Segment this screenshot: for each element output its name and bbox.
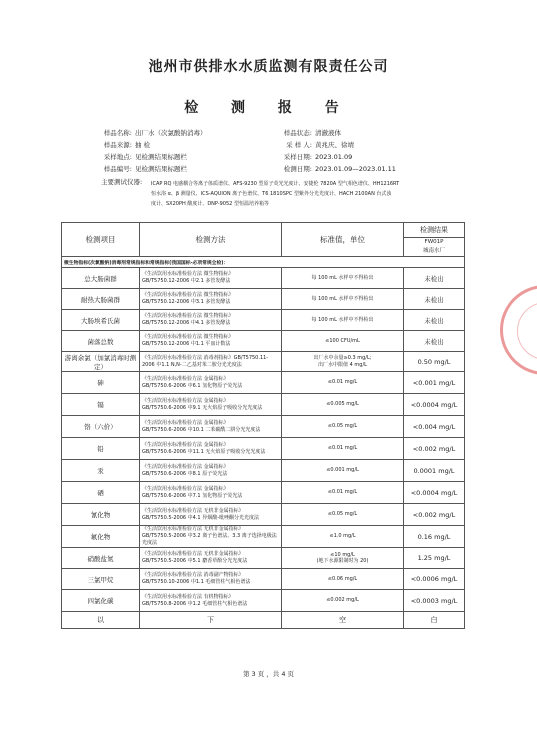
result-cell: 1.25 mg/L: [404, 548, 465, 569]
test-date-field: [272, 166, 396, 173]
method-cell: [140, 352, 282, 372]
standard-line: 每 100 mL 水样中不得检出: [311, 274, 374, 281]
standard-line: ≤0.01 mg/L: [327, 445, 358, 452]
method-line: 光度法: [142, 539, 158, 546]
method-cell: [140, 569, 282, 590]
result-cell: <0.001 mg/L: [404, 372, 465, 394]
sampling-date-field: [272, 154, 352, 161]
standard-line: ≤0.05 mg/L: [327, 511, 358, 518]
method-line: GB/T5750.6-2006 中7.1 氢化物原子荧光法: [142, 492, 243, 499]
standard-line: ≤0.06 mg/L: [327, 575, 358, 582]
standard-line: ≤0.01 mg/L: [327, 489, 358, 496]
method-cell: [140, 268, 282, 289]
result-cell: 未检出: [404, 310, 465, 331]
footer-cell: 空: [282, 612, 404, 629]
table-row: [62, 352, 465, 372]
result-cell: <0.0003 mg/L: [404, 590, 465, 612]
item-cell: 氟化物: [62, 526, 140, 548]
method-cell: [140, 548, 282, 569]
method-cell: [140, 460, 282, 482]
method-cell: [140, 289, 282, 310]
item-cell: 硝酸盐氮: [62, 548, 140, 569]
rows-body: [62, 268, 465, 612]
standard-line: ≤0.05 mg/L: [327, 423, 358, 430]
field-label: 采样地点:: [103, 153, 132, 161]
table-row: [62, 268, 465, 289]
table-row: [62, 590, 465, 612]
method-cell: [140, 331, 282, 352]
result-cell: <0.0006 mg/L: [404, 569, 465, 590]
sample-state-field: [272, 130, 341, 137]
standard-line: ≤0.005 mg/L: [326, 401, 359, 408]
result-cell: 0.0001 mg/L: [404, 460, 465, 482]
table-row: [62, 438, 465, 460]
standard-cell: [282, 289, 404, 310]
method-line: 《生活饮用水标准检验方法 消毒副产物指标》: [142, 572, 244, 579]
standard-cell: [282, 310, 404, 331]
page-number: 第 3 页 ，共 4 页: [242, 670, 295, 678]
company-name: 池州市供排水水质监测有限责任公司: [148, 59, 389, 75]
field-label: 样品名称:: [103, 129, 132, 137]
method-line: GB/T5750.6-2006 中8.1 原子荧光法: [142, 470, 228, 477]
footer-cell: 以: [62, 612, 140, 629]
method-line: 《生活饮用水标准检验方法 微生物指标》: [142, 313, 234, 320]
instruments-label: 主要测试仪器:: [101, 178, 143, 186]
method-line: 《生活饮用水标准检验方法 无机非金属指标》: [142, 526, 244, 533]
item-cell: 铅: [62, 438, 140, 460]
method-line: 《生活饮用水标准检验方法 微生物指标》: [142, 334, 234, 341]
result-cell: <0.0004 mg/L: [404, 394, 465, 416]
method-line: GB/T5750.10-2006 中1.1 毛细管柱气相色谱法: [142, 579, 251, 585]
standard-cell: [282, 394, 404, 416]
result-cell: <0.0004 mg/L: [404, 482, 465, 504]
method-line: 《生活饮用水标准检验方法 金属指标》: [142, 441, 229, 448]
sample-source-field: [92, 142, 150, 149]
footer-cell: 白: [404, 612, 465, 629]
item-cell: 氰化物: [62, 504, 140, 526]
item-cell: 镉: [62, 394, 140, 416]
standard-cell: [282, 331, 404, 352]
method-cell: [140, 416, 282, 438]
sample-number-field: [92, 166, 187, 173]
field-value: 2023.01.09: [315, 153, 353, 161]
method-cell: [140, 526, 282, 548]
standard-cell: [282, 504, 404, 526]
method-cell: [140, 372, 282, 394]
header-method: 检测方法: [140, 223, 282, 257]
official-seal: [500, 285, 537, 375]
header-result-label: 检测结果: [404, 223, 464, 238]
result-cell: 未检出: [404, 268, 465, 289]
method-line: GB/T5750.6-2006 中10.1 二苯碳酰二肼分光光度法: [142, 426, 261, 433]
table-row: [62, 504, 465, 526]
result-cell: 未检出: [404, 289, 465, 310]
method-line: GB/T5750.12-2006 中3.1 多管发酵法: [142, 299, 231, 305]
table-row: [62, 460, 465, 482]
item-cell: 砷: [62, 372, 140, 394]
result-cell: <0.004 mg/L: [404, 416, 465, 438]
standard-line: ≤0.002 mg/L: [326, 597, 359, 604]
standard-cell: [282, 482, 404, 504]
standard-cell: [282, 590, 404, 612]
item-cell: 铬（六价）: [62, 416, 140, 438]
method-cell: [140, 590, 282, 612]
field-value: 黄兆庆、徐靖: [315, 141, 354, 149]
method-line: 《生活饮用水标准检验方法 金属指标》: [142, 463, 229, 470]
table-row: [62, 310, 465, 331]
standard-line: 出厂水中余量≥0.3 mg/L;: [313, 355, 372, 361]
item-cell: 硒: [62, 482, 140, 504]
method-line: 《生活饮用水标准检验方法 金属指标》: [142, 397, 229, 404]
field-label: 检测日期:: [283, 165, 312, 173]
item-cell: 总大肠菌群: [62, 268, 140, 289]
field-value: 见检测结果标题栏: [135, 153, 187, 161]
method-line: GB/T5750.5-2006 中4.1 异烟酸-吡唑酮分光光度法: [142, 514, 260, 521]
header-location: 城南水厂: [422, 248, 445, 254]
instruments-line-3: 度计、SX20PH 酸度计、DNP-9052 型恒温培养箱等: [151, 201, 269, 207]
field-value: 见检测结果标题栏: [135, 165, 187, 173]
standard-cell: [282, 460, 404, 482]
results-table: [61, 222, 465, 629]
item-cell: 游离余氯（加氯消毒时测定）: [62, 352, 140, 372]
method-line: GB/T5750.6-2006 中6.1 氢化物原子荧光法: [142, 382, 243, 389]
table-row: [62, 394, 465, 416]
method-line: 《生活饮用水标准检验方法 消毒剂指标》GB/T5750.11-: [142, 354, 269, 361]
field-value: 抽 检: [135, 141, 151, 149]
standard-line: ≤0.01 mg/L: [327, 379, 358, 386]
method-line: GB/T5750.12-2006 中1.1 平皿计数法: [142, 341, 231, 347]
method-line: 《生活饮用水标准检验方法 有机物指标》: [142, 593, 234, 600]
table-header-row: [62, 223, 465, 257]
method-line: 《生活饮用水标准检验方法 无机非金属指标》: [142, 507, 244, 514]
method-line: GB/T5750.5-2006 中5.1 麝香草酚分光光度法: [142, 558, 248, 564]
table-row: [62, 548, 465, 569]
result-cell: 未检出: [404, 331, 465, 352]
item-cell: 四氯化碳: [62, 590, 140, 612]
standard-line: 每 100 mL 水样中不得检出: [311, 295, 374, 302]
method-line: 《生活饮用水标准检验方法 金属指标》: [142, 419, 229, 426]
method-line: 《生活饮用水标准检验方法 微生物指标》: [142, 271, 234, 278]
item-cell: 大肠埃希氏菌: [62, 310, 140, 331]
standard-line: ≤1.0 mg/L: [329, 533, 356, 540]
method-cell: [140, 394, 282, 416]
header-item: 检测项目: [62, 223, 140, 257]
method-cell: [140, 438, 282, 460]
field-label: 样品编号:: [103, 165, 132, 173]
field-value: 2023.01.09—2023.01.11: [315, 165, 396, 173]
standard-line: 出厂水中限值 4 mg/L: [318, 361, 367, 368]
standard-line: ≤100 CFU/mL: [325, 337, 360, 344]
standard-cell: [282, 352, 404, 372]
method-line: 《生活饮用水标准检验方法 无机非金属指标》: [142, 551, 244, 558]
method-cell: [140, 482, 282, 504]
standard-cell: [282, 526, 404, 548]
section-label: 微生物指标(次氯酸钠)消毒剂常规指标和常规指标(我国国标-必项常规全检)：: [62, 257, 465, 268]
method-line: GB/T5750.5-2006 中3.2 离子色谱法、3.3 离子选择电极法: [142, 533, 277, 540]
standard-cell: [282, 268, 404, 289]
footer-row: [62, 612, 465, 629]
sampling-location-field: [92, 154, 187, 161]
table-row: [62, 289, 465, 310]
table-row: [62, 482, 465, 504]
standard-line: (地下水源限制时为 20): [316, 558, 369, 564]
section-row: [62, 257, 465, 268]
table-row: [62, 526, 465, 548]
standard-cell: [282, 438, 404, 460]
method-line: GB/T5750.6-2006 中11.1 无火焰原子吸收分光光度法: [142, 448, 266, 455]
table-row: [62, 416, 465, 438]
table-row: [62, 372, 465, 394]
standard-cell: [282, 569, 404, 590]
field-value: 清澈液体: [315, 129, 341, 137]
method-line: 《生活饮用水标准检验方法 金属指标》: [142, 375, 229, 382]
table-row: [62, 569, 465, 590]
result-cell: <0.002 mg/L: [404, 504, 465, 526]
method-line: 《生活饮用水标准检验方法 金属指标》: [142, 485, 229, 492]
field-label: 采 样 人:: [286, 141, 312, 149]
standard-line: 每 100 mL 水样中不得检出: [311, 316, 374, 323]
standard-line: ≤10 mg/L: [330, 551, 355, 558]
method-line: 2006 中1.1 N,N-二乙基对苯二胺分光光度法: [142, 361, 242, 368]
field-label: 样品来源:: [103, 141, 132, 149]
sample-name-field: [92, 130, 207, 137]
method-line: GB/T5750.12-2006 中2.1 多管发酵法: [142, 278, 231, 284]
instruments-line-1: ICAP RQ 电感耦合等离子体质谱仪、AFS-9230 型原子荧光光度计、安捷伦 7820A 型气相色谱仪、HH1216RT: [151, 181, 400, 187]
footer-cell: 下: [140, 612, 282, 629]
sampler-field: [272, 142, 354, 149]
header-standard: 标准值，单位: [282, 223, 404, 257]
field-label: 采样日期:: [283, 153, 312, 161]
method-cell: [140, 504, 282, 526]
instruments-line-2: 恒水浴 α、β 测量仪、ICS-AQUION 离子色谱仪、T6 1810SPC 型紫外分光光度计、HACH 2100AN 台式浊: [151, 191, 392, 197]
method-line: 《生活饮用水标准检验方法 微生物指标》: [142, 292, 234, 299]
standard-cell: [282, 416, 404, 438]
method-line: GB/T5750.8-2006 中1.2 毛细管柱气相色谱法: [142, 600, 248, 607]
field-value: 出厂水（次氯酸钠消毒）: [135, 129, 207, 137]
table-row: [62, 331, 465, 352]
standard-line: ≤0.001 mg/L: [326, 467, 359, 474]
item-cell: 耐热大肠菌群: [62, 289, 140, 310]
field-label: 样品状态:: [283, 129, 312, 137]
method-line: GB/T5750.12-2006 中4.1 多管发酵法: [142, 320, 231, 326]
header-result: [404, 223, 465, 257]
result-cell: 0.50 mg/L: [404, 352, 465, 372]
item-cell: 菌落总数: [62, 331, 140, 352]
item-cell: 三氯甲烷: [62, 569, 140, 590]
report-title: 检 测 报 告: [184, 100, 353, 116]
item-cell: 汞: [62, 460, 140, 482]
method-line: GB/T5750.6-2006 中9.1 无火焰原子吸收分光光度法: [142, 404, 263, 411]
standard-cell: [282, 548, 404, 569]
method-cell: [140, 310, 282, 331]
header-sample-no: FW01P: [424, 239, 444, 245]
standard-cell: [282, 372, 404, 394]
result-cell: <0.002 mg/L: [404, 438, 465, 460]
seal-inner-ring: [517, 302, 537, 360]
result-cell: 0.16 mg/L: [404, 526, 465, 548]
